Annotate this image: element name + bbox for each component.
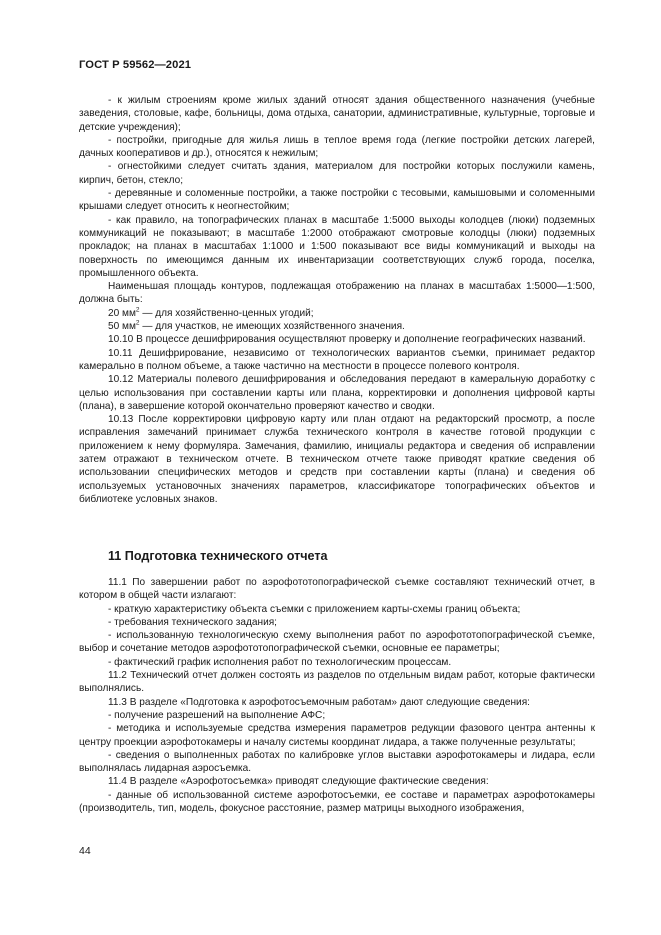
paragraph-text: 50 мм (108, 321, 136, 333)
section-heading: 11 Подготовка технического отчета (108, 549, 328, 563)
paragraph-text: 20 мм (108, 307, 136, 319)
paragraph: - получение разрешений на выполнение АФС; (108, 709, 326, 721)
paragraph: 10.13 После корректировки цифровую карту или план отдают на редакторский просмотр, а после исправления замечаний принимает служба технического контроля в качестве готовой продукции с приложением к нему формуляра. Замечания, фамилию, инициалы редактора и сведения об исправлении затем отражают в техническом отчете. В техническом отчете также приводят краткие сведения об использовании специфических методов и средств при составлении карты (плана) и сведения об используемых установочных значениях параметров, классификаторе топографических объектов и библиотеке условных знаков. (79, 414, 595, 505)
superscript: 2 (135, 306, 140, 314)
paragraph: - деревянные и соломенные постройки, а также постройки с тесовыми, камышовыми и соломенными крышами следует относить к неогнестойким; (79, 188, 595, 213)
paragraph-text: — для хозяйственно-ценных угодий; (139, 307, 314, 319)
paragraph: 11.3 В разделе «Подготовка к аэрофотосъемочным работам» дают следующие сведения: (108, 696, 530, 708)
paragraph: - как правило, на топографических планах в масштабе 1:5000 выходы колодцев (люки) подземных коммуникаций не показывают; в масштабе 1:2000 отображают смотровые колодцы (люки) подземных прокладок; на планах в масштабах 1:1000 и 1:500 показывают все виды коммуникаций и выходы на поверхность по имеющимся данным их инвентаризации соответствующих служб города, поселка, промышленного объекта. (79, 214, 595, 279)
paragraph: 10.11 Дешифрирование, независимо от технологических вариантов съемки, принимает редактор камерально в полном объеме, а также частично на местности в процессе полевого контроля. (79, 347, 595, 372)
page-number: 44 (79, 845, 91, 857)
paragraph: - требования технического задания; (108, 616, 277, 628)
paragraph: - использованную технологическую схему выполнения работ по аэрофототопографической съемке, выбор и сочетание методов аэрофототопографической съемки, основные ее параметры; (79, 630, 595, 655)
superscript: 2 (135, 319, 140, 327)
paragraph: Наименьшая площадь контуров, подлежащая отображению на планах в масштабах 1:5000—1:500, должна быть: (79, 281, 595, 306)
paragraph: 11.4 В разделе «Аэрофотосъемка» приводят следующие фактические сведения: (108, 776, 489, 788)
paragraph: - постройки, пригодные для жилья лишь в теплое время года (легкие постройки детских лагерей, дачных кооперативов и др.), относятся к нежилым; (79, 134, 595, 160)
paragraph: 11.1 По завершении работ по аэрофототопографической съемке составляют технический отчет, в котором в общей части излагают: (79, 577, 595, 602)
text-block-top (79, 94, 595, 506)
paragraph: 10.12 Материалы полевого дешифрирования и обследования передают в камеральную доработку с целью использования при составлении карты или плана, корректировки и дополнения цифровой карты (плана), в завершение которой окончательно проверяют качество и сводки. (79, 374, 595, 412)
paragraph: - фактический график исполнения работ по технологическим процессам. (108, 656, 452, 668)
standard-number-header: ГОСТ Р 59562—2021 (79, 59, 192, 71)
paragraph: - к жилым строениям кроме жилых зданий относят здания общественного назначения (учебные заведения, столовые, кафе, больницы, дома отдыха, санатории, административные, культурные, торговые и детские учреждения); (79, 95, 595, 133)
paragraph-text: — для участков, не имеющих хозяйственного значения. (139, 321, 405, 333)
paragraph: 10.10 В процессе дешифрирования осуществляют проверку и дополнение географических названий. (108, 334, 586, 346)
text-block-bottom (79, 576, 595, 815)
paragraph: - методика и используемые средства измерения параметров редукции фазового центра антенны к центру проекции аэрофотокамеры и началу системы координат лидара, а также полученные результаты; (79, 723, 595, 748)
paragraph: 11.2 Технический отчет должен состоять из разделов по отдельным видам работ, которые фактически выполнялись. (79, 670, 595, 695)
paragraph: - огнестойкими следует считать здания, материалом для постройки которых послужили камень, кирпич, бетон, стекло; (79, 161, 595, 186)
paragraph: - данные об использованной системе аэрофотосъемки, ее составе и параметрах аэрофотокамеры (производитель, тип, модель, фокусное расстояние, размер матрицы выходного изображения, (79, 789, 595, 815)
paragraph (79, 307, 595, 320)
paragraph: - краткую характеристику объекта съемки с приложением карты-схемы границ объекта; (108, 603, 521, 615)
paragraph: - сведения о выполненных работах по калибровке углов выставки аэрофотокамеры и лидара, если выполнялась лидарная аэросъемка. (79, 749, 595, 775)
paragraph (79, 320, 595, 333)
